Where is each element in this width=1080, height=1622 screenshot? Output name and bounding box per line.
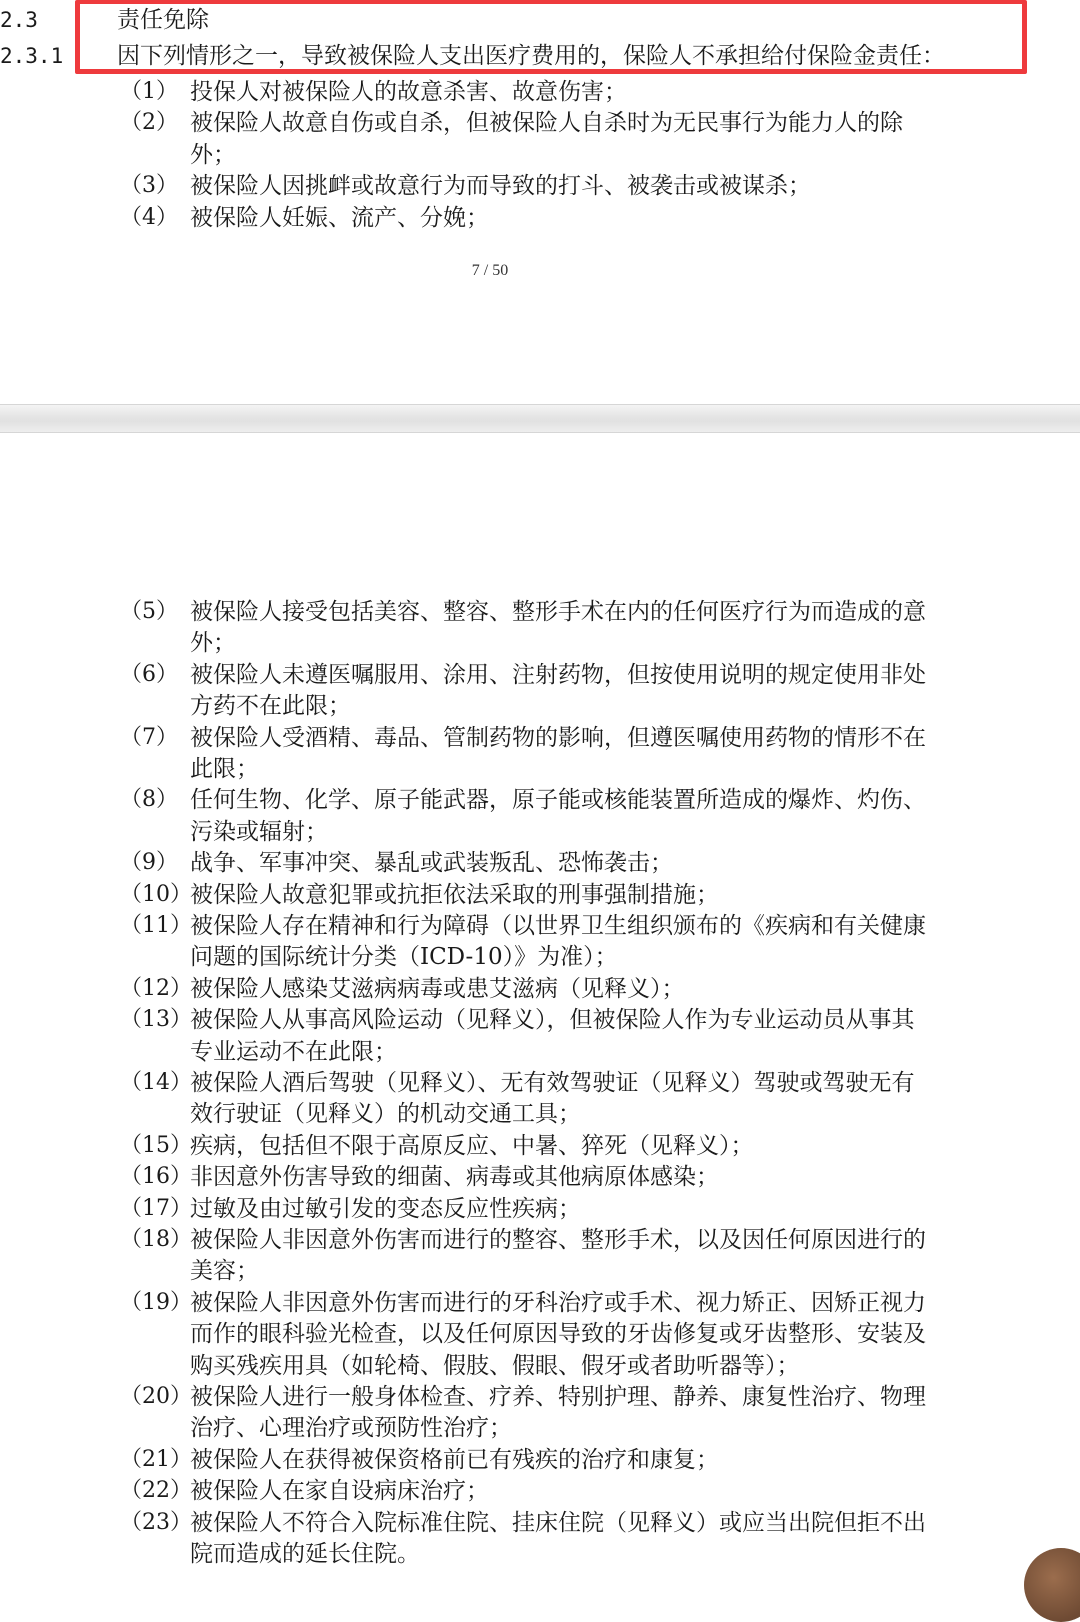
item-text: 被保险人故意犯罪或抗拒依法采取的刑事强制措施； bbox=[190, 881, 719, 908]
item-number: （10） bbox=[120, 881, 192, 907]
item-number: （20） bbox=[120, 1384, 192, 1409]
item-number: （23） bbox=[120, 1509, 192, 1535]
document-page-8 bbox=[0, 433, 1080, 1592]
section-number: 2.3 bbox=[0, 8, 38, 32]
subsection-text: 因下列情形之一，导致被保险人支出医疗费用的，保险人不承担给付保险金责任： bbox=[117, 43, 945, 69]
item-number: （14） bbox=[120, 1070, 192, 1095]
item-number: （17） bbox=[120, 1195, 192, 1221]
item-text: 被保险人从事高风险运动（见释义），但被保险人作为专业运动员从事其 bbox=[190, 1007, 915, 1034]
item-number: （8） bbox=[120, 787, 178, 813]
item-text: 而作的眼科验光检查，以及任何原因导致的牙齿修复或牙齿整形、安装及 bbox=[190, 1321, 926, 1348]
item-text: 被保险人感染艾滋病病毒或患艾滋病（见释义）； bbox=[190, 975, 685, 1002]
item-text: 被保险人在家自设病床治疗； bbox=[190, 1478, 489, 1505]
item-text: 被保险人非因意外伤害而进行的牙科治疗或手术、视力矫正、因矫正视力 bbox=[190, 1289, 926, 1316]
item-number: （12） bbox=[120, 975, 192, 1001]
item-text: 院而造成的延长住院。 bbox=[190, 1541, 420, 1567]
item-text: 美容； bbox=[190, 1258, 259, 1285]
item-text: 被保险人未遵医嘱服用、涂用、注射药物，但按使用说明的规定使用非处 bbox=[190, 661, 926, 688]
corner-avatar-fragment bbox=[1024, 1548, 1080, 1622]
item-text: 非因意外伤害导致的细菌、病毒或其他病原体感染； bbox=[190, 1164, 719, 1191]
item-number: （1） bbox=[120, 79, 178, 104]
item-text: 购买残疾用具（如轮椅、假肢、假眼、假牙或者助听器等）； bbox=[190, 1352, 800, 1379]
item-number: （7） bbox=[120, 724, 178, 750]
item-text: 过敏及由过敏引发的变态反应性疾病； bbox=[190, 1195, 581, 1222]
item-text: 外； bbox=[190, 630, 236, 657]
item-text: 治疗、心理治疗或预防性治疗； bbox=[190, 1415, 512, 1442]
item-text: 被保险人因挑衅或故意行为而导致的打斗、被袭击或被谋杀； bbox=[190, 173, 811, 200]
item-number: （22） bbox=[120, 1478, 192, 1504]
item-number: （11） bbox=[120, 913, 192, 938]
red-highlight-box bbox=[75, 0, 1027, 74]
item-number: （18） bbox=[120, 1227, 192, 1252]
document-page-7 bbox=[0, 0, 1080, 404]
item-number: （16） bbox=[120, 1164, 192, 1190]
page-number: 7 / 50 bbox=[471, 262, 509, 279]
page-separator bbox=[0, 404, 1080, 433]
item-text: 战争、军事冲突、暴乱或武装叛乱、恐怖袭击； bbox=[190, 850, 673, 877]
item-text: 被保险人受酒精、毒品、管制药物的影响，但遵医嘱使用药物的情形不在 bbox=[190, 724, 926, 751]
item-text: 效行驶证（见释义）的机动交通工具； bbox=[190, 1101, 581, 1128]
item-text: 外； bbox=[190, 141, 236, 168]
item-text: 专业运动不在此限； bbox=[190, 1038, 397, 1065]
item-number: （2） bbox=[120, 110, 178, 136]
item-text: 被保险人不符合入院标准住院、挂床住院（见释义）或应当出院但拒不出 bbox=[190, 1509, 926, 1536]
subsection-number: 2.3.1 bbox=[0, 44, 64, 68]
item-text: 污染或辐射； bbox=[190, 818, 328, 845]
item-number: （5） bbox=[120, 599, 178, 624]
item-text: 方药不在此限； bbox=[190, 693, 351, 720]
item-number: （3） bbox=[120, 173, 178, 199]
item-number: （19） bbox=[120, 1289, 192, 1315]
item-number: （15） bbox=[120, 1132, 192, 1158]
section-title: 责任免除 bbox=[117, 7, 209, 33]
item-text: 被保险人接受包括美容、整容、整形手术在内的任何医疗行为而造成的意 bbox=[190, 599, 926, 625]
item-number: （21） bbox=[120, 1446, 192, 1472]
item-number: （4） bbox=[120, 204, 178, 230]
item-number: （13） bbox=[120, 1007, 192, 1033]
item-text: 被保险人非因意外伤害而进行的整容、整形手术，以及因任何原因进行的 bbox=[190, 1227, 926, 1253]
item-text: 被保险人在获得被保资格前已有残疾的治疗和康复； bbox=[190, 1446, 719, 1473]
item-text: 被保险人故意自伤或自杀，但被保险人自杀时为无民事行为能力人的除 bbox=[190, 110, 903, 137]
item-text: 疾病，包括但不限于高原反应、中暑、猝死（见释义）； bbox=[190, 1132, 754, 1159]
item-text: 被保险人酒后驾驶（见释义）、无有效驾驶证（见释义）驾驶或驾驶无有 bbox=[190, 1070, 915, 1096]
item-number: （9） bbox=[120, 850, 178, 876]
item-text: 此限； bbox=[190, 756, 259, 782]
item-text: 问题的国际统计分类（ICD-10）》为准）； bbox=[190, 944, 618, 971]
item-text: 被保险人妊娠、流产、分娩； bbox=[190, 204, 489, 231]
item-text: 被保险人存在精神和行为障碍（以世界卫生组织颁布的《疾病和有关健康 bbox=[190, 913, 926, 939]
item-text: 被保险人进行一般身体检查、疗养、特别护理、静养、康复性治疗、物理 bbox=[190, 1384, 926, 1410]
item-text: 投保人对被保险人的故意杀害、故意伤害； bbox=[190, 79, 627, 105]
item-number: （6） bbox=[120, 661, 178, 687]
item-text: 任何生物、化学、原子能武器，原子能或核能装置所造成的爆炸、灼伤、 bbox=[190, 787, 926, 814]
